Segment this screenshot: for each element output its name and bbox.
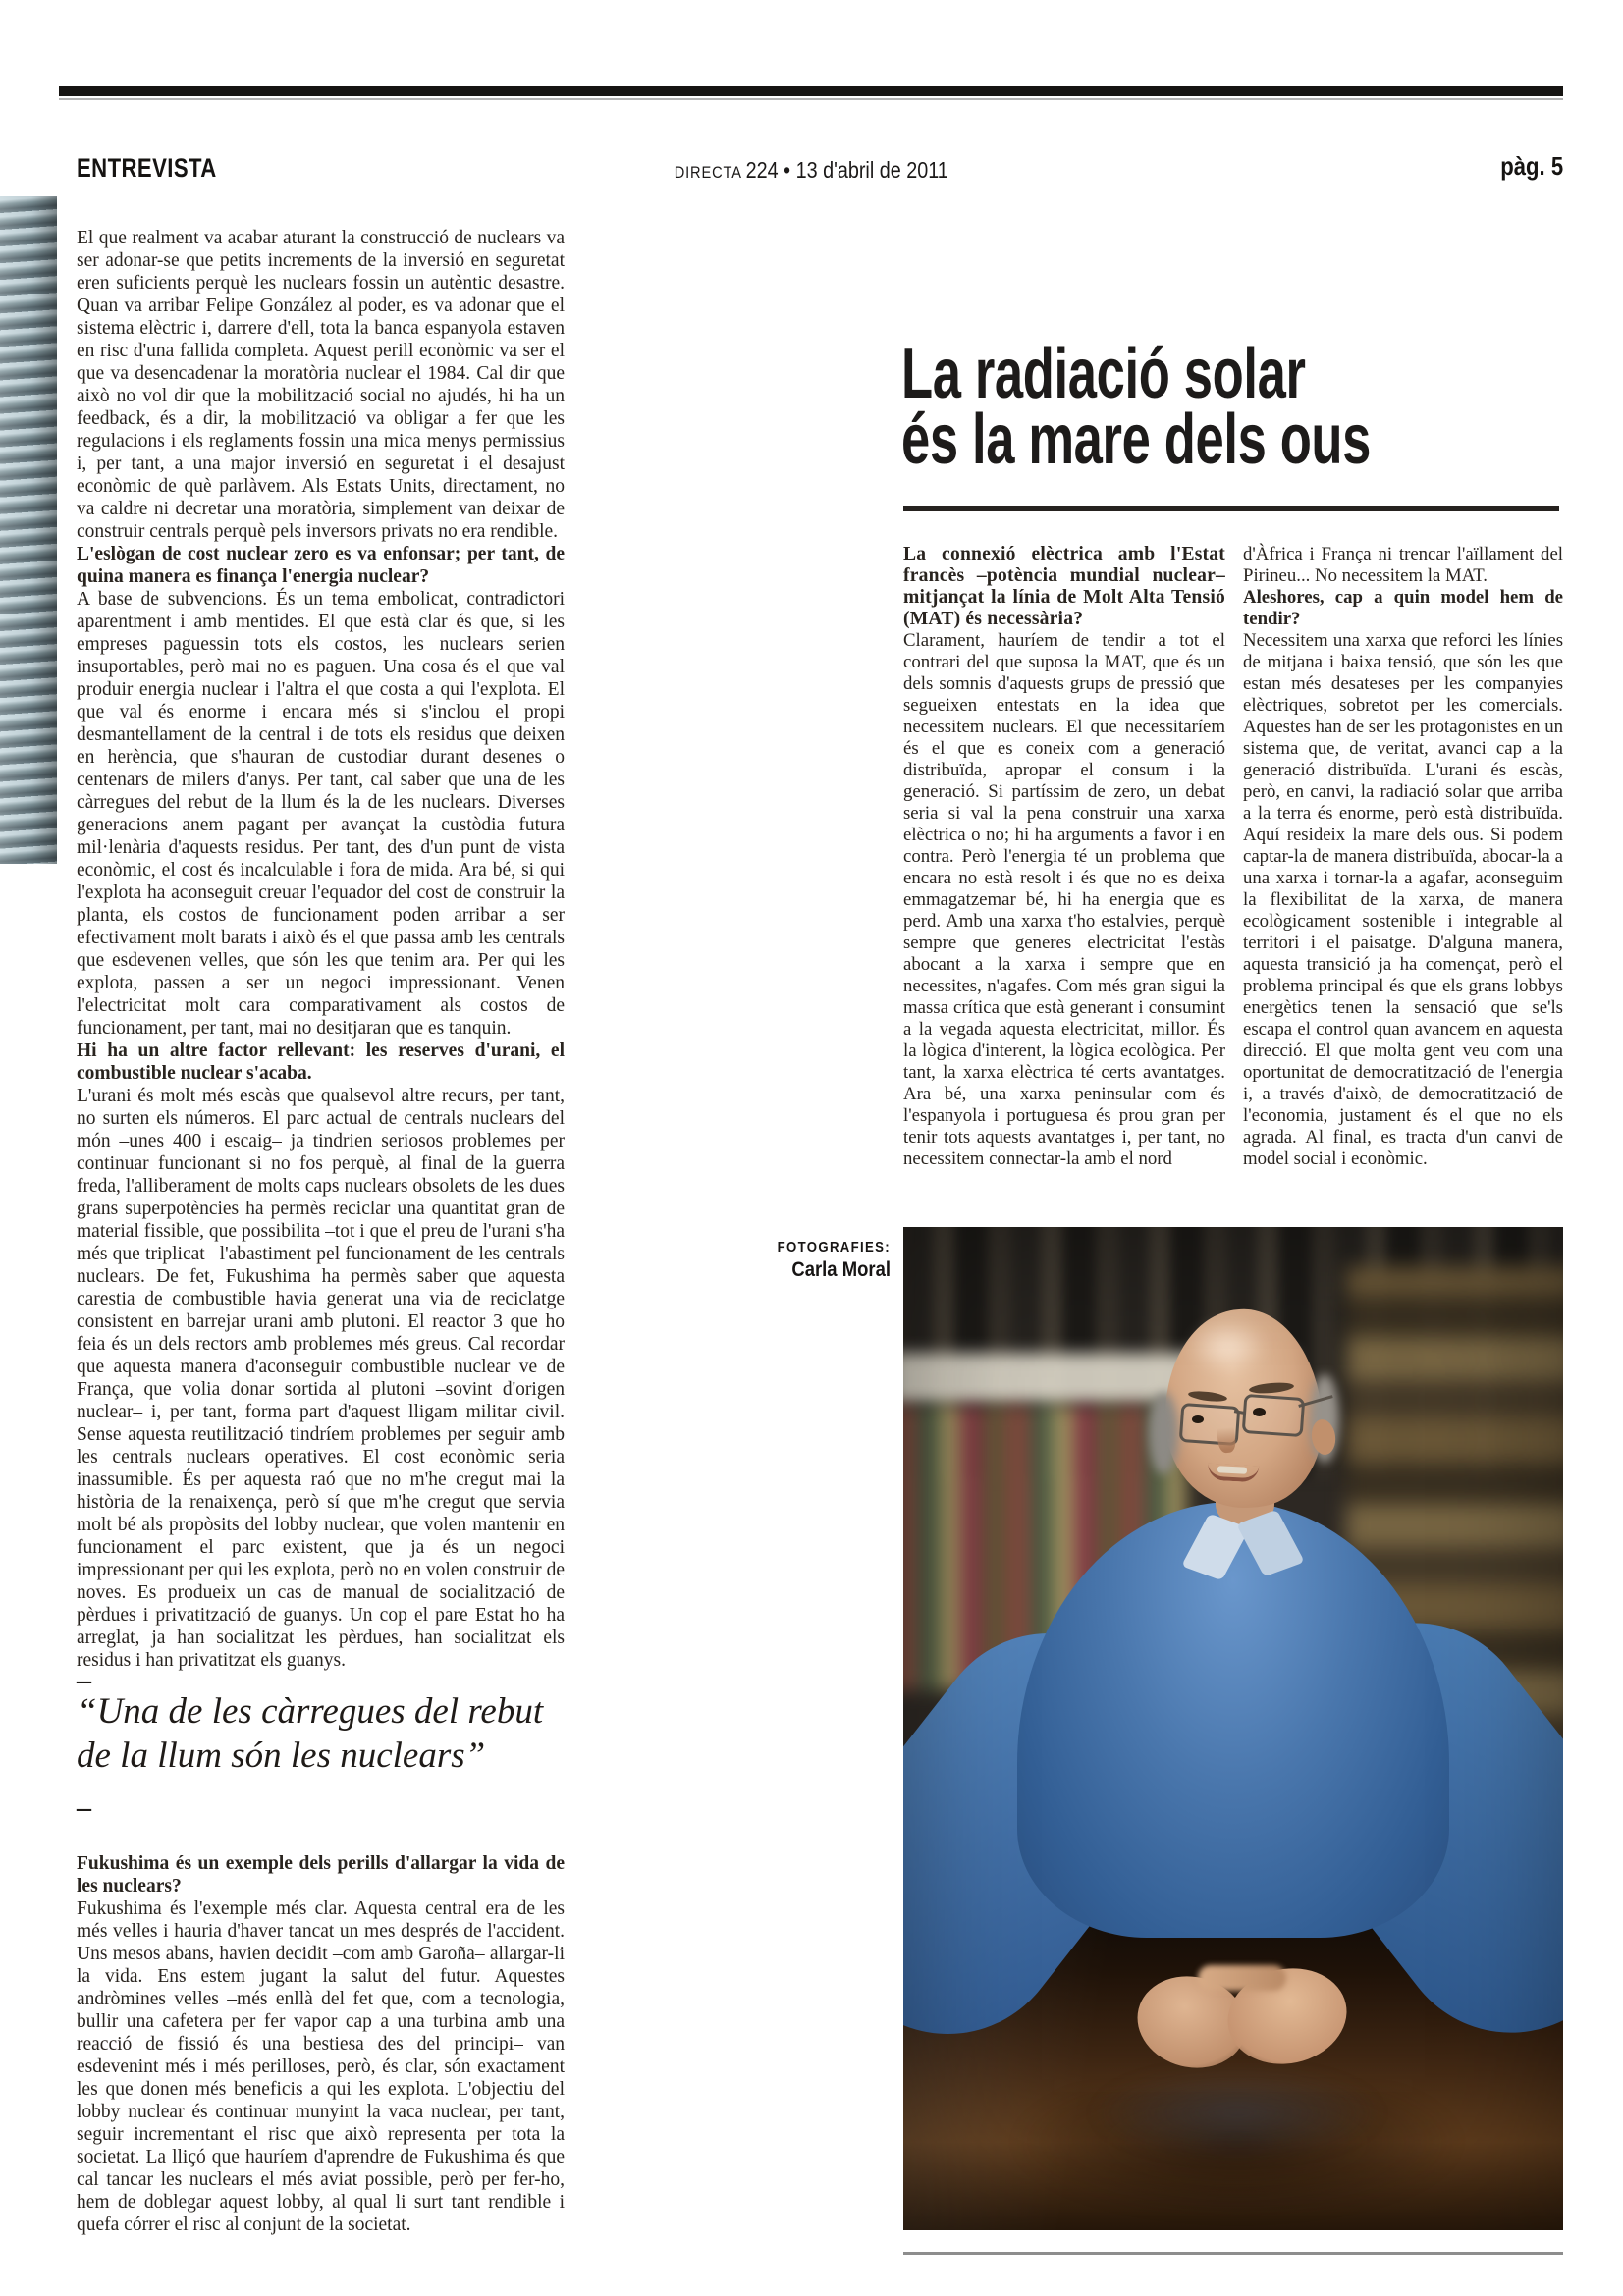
page-number: pàg. 5 (1500, 151, 1563, 181)
header-bar-shadow (59, 98, 1563, 100)
issue-line (0, 157, 1623, 184)
right-column (1243, 544, 1563, 1170)
interview-question: La connexió elèctrica amb l'Estat francès –potència mundial nuclear– mitjançat la línia de Molt Alta Tensió (MAT) és necessària? (903, 544, 1225, 629)
issue-name: DIRECTA (674, 163, 743, 182)
answer-paragraph: Fukushima és l'exemple més clar. Aquesta central era de les més velles i hauria d'haver tancat un mes després de l'accident. Uns mesos abans, havien decidit –com amb Garoña– allargar-li la vida. Ens estem jugant la salut del futur. Aquestes andròmines velles –més enllà del fet que, com a tecnologia, bullir una cafetera per fer vapor cap a una turbina amb una reacció de fissió és una bestiesa des del principi– van esdevenint més i més perilloses, però, és clar, són exactament les que donen més beneficis a qui les explota. L'objectiu del lobby nuclear és continuar munyint la vaca nuclear, per tant, seguir incrementant el risc que això representa per tota la societat. La lliçó que hauríem d'aprendre de Fukushima és que cal tancar les nuclears el més aviat possible, però per fer-ho, hem de doblegar aquest lobby, al qual li surt tant rendible i quefa córrer el risc al conjunt de la societat. (77, 1898, 565, 2235)
interview-question: Fukushima és un exemple dels perills d'allargar la vida de les nuclears? (77, 1853, 565, 1896)
answer-paragraph: A base de subvencions. És un tema embolicat, contradictori aparentment i amb mentides. El que està clar és que, si les empreses paguessin tots els costos, les nuclears serien insuportables, però mai no es paguen. Una cosa és el que val produir energia nuclear i l'altra el que costa a qui l'explota. El que val és enorme i encara més si s'inclou el propi desmantellament de la central i de tots els residus que deixen en herència, que s'hauran de custodiar durant desenes o centenars de milers d'anys. Per tant, cal saber que una de les càrregues del rebut de la llum és la de les nuclears. Diverses generacions anem pagant per avançat la custòdia futura mil·lenària d'aquests residus. Per tant, des d'un punt de vista econòmic, el cost és incalculable i fora de mida. Ara bé, si qui l'explota ha aconseguit creuar l'equador del cost de construir la planta, els costos de funcionament poden arribar a ser efectivament molt barats i això és el que passa amb les centrals que esdevenen velles, que són les que tenim ara. Per qui les explota, passen a ser un negoci impressionant. Venen l'electricitat molt cara comparativament als costos de funcionament, per tant, mai no desitjaran que es tanquin. (77, 589, 565, 1039)
issue-date: 224 • 13 d'abril de 2011 (745, 157, 949, 183)
interview-question: L'eslògan de cost nuclear zero es va enfonsar; per tant, de quina manera es finança l'energia nuclear? (77, 544, 565, 587)
headline-line-1: La radiació solar (901, 335, 1306, 413)
interview-question: Aleshores, cap a quin model hem de tendir? (1243, 587, 1563, 629)
interview-question: Hi ha un altre factor rellevant: les reserves d'urani, el combustible nuclear s'acaba. (77, 1041, 565, 1084)
article-headline (901, 335, 1372, 479)
middle-column (903, 544, 1225, 1170)
interviewee-photo (903, 1227, 1563, 2230)
headline-line-2: és la mare dels ous (901, 400, 1372, 479)
answer-paragraph: L'urani és molt més escàs que qualsevol altre recurs, per tant, no surten els números. El parc actual de centrals nuclears del món –unes 400 i escaig– ja tindrien seriosos problemes per continuar funcionant si no fos perquè, al final de la guerra freda, l'alliberament de molts caps nuclears obsolets de les dues grans superpotències ha permès reciclar una quantitat gran de material fissible, que possibilita –tot i que el preu de l'urani s'ha més que triplicat– l'abastiment pel funcionament de les centrals nuclears. De fet, Fukushima ha permès saber que aquesta carestia de combustible havia generat una via de reciclatge consistent en barrejar urani amb plutoni. El reactor 3 que ho feia és un dels rectors amb problemes més greus. Cal recordar que aquesta manera d'aconseguir combustible nuclear ve de França, que volia donar sortida al plutoni –sovint d'origen nuclear– i, per tant, forma part d'aquest lligam militar civil. Sense aquesta reutilització tindríem problemes per seguir amb les centrals nuclears operatives. El cost econòmic seria inassumible. És per aquesta raó que no m'he cregut mai la història de la renaixença, però sí que m'he cregut que servia molt bé als propòsits del lobby nuclear, que volen mantenir en funcionament el parc existent, que ja és un negoci impressionant per qui les explota, però no en volen construir de noves. Es produeix un cas de manual de socialització de pèrdues i privatització de guanys. Un cop el pare Estat ho ha arreglat, ja han socialitzat les pèrdues, han socialitzat els residus i han privatitzat els guanys. (77, 1086, 565, 1671)
pull-quote: “Una de les càrregues del rebut de la llum són les nuclears” (77, 1691, 544, 1776)
section-label: ENTREVISTA (77, 153, 217, 183)
pull-quote-dash-bottom: – (77, 1791, 91, 1824)
photo-credit (717, 1239, 891, 1282)
photo-credit-label: FOTOGRAFIES: (777, 1239, 891, 1255)
blinds-photo-sliver (0, 196, 57, 864)
left-column (77, 227, 565, 2236)
answer-paragraph-continued: d'Àfrica i França ni trencar l'aïllament del Pirineu... No necessitem la MAT. (1243, 544, 1563, 586)
header-bar (59, 86, 1563, 96)
answer-paragraph: Necessitem una xarxa que reforci les línies de mitjana i baixa tensió, que són les que estan més desateses per les companyies elèctriques, sobretot per les comercials. Aquestes han de ser les protagonistes en un sistema que, de veritat, avanci cap a la generació distribuïda. L'urani és escàs, però, en canvi, la radiació solar que arriba a la terra és enorme, però està distribuïda. Aquí resideix la mare dels ous. Si podem captar-la de manera distribuïda, abocar-la a una xarxa i tornar-la a agafar, aconseguim la flexibilitat de la xarxa, de manera ecològicament sostenible i integrable al territori i el paisatge. D'alguna manera, aquesta transició ja ha començat, però el problema principal és que els grans lobbys energètics tenen la sensació que se'ls escapa el control quan avancem en aquesta direcció. El que molta gent veu com una oportunitat de democratització de l'energia i, a través d'això, de democratització de l'economia, justament és el que no els agrada. Al final, es tracta d'un canvi de model social i econòmic. (1243, 630, 1563, 1169)
answer-paragraph: El que realment va acabar aturant la construcció de nuclears va ser adonar-se que petits increments de la inversió en seguretat eren suficients perquè les nuclears fossin un autèntic desastre. Quan va arribar Felipe González al poder, es va adonar que el sistema elèctric i, darrere d'ell, tota la banca espanyola estaven en risc d'una fallida completa. Aquest perill econòmic va ser el que va desencadenar la moratòria nuclear el 1984. Cal dir que això no vol dir que la mobilització social no ajudés, hi ha un feedback, és a dir, la mobilització va obligar a fer que les regulacions i els reglaments fossin una mica menys permissius i, per tant, a una major inversió en seguretat i el desajust econòmic de què parlàvem. Als Estats Units, directament, no va caldre ni decretar una moratòria, simplement van deixar de construir centrals perquè pels inversors privats no era rendible. (77, 228, 565, 542)
answer-paragraph: Clarament, hauríem de tendir a tot el contrari del que suposa la MAT, que és un dels somnis d'aquests grups de pressió que segueixen entestats en la idea que necessitem nuclears. El que necessitaríem és el que es coneix com a generació distribuïda, apropar el consum i la generació. Si partíssim de zero, un debat seria si val la pena construir una xarxa elèctrica o no; hi ha arguments a favor i en contra. Però l'energia té un problema que encara no està resolt i és que no es deixa emmagatzemar bé, hi ha energia que es perd. Amb una xarxa t'ho estalvies, perquè sempre que generes electricitat l'estàs abocant a la xarxa i sempre que en necessites, n'agafes. Com més gran sigui la massa crítica que està generant i consumint a la vegada aquesta electricitat, millor. És la lògica d'interent, la lògica ecològica. Per tant, la xarxa elèctrica té certs avantatges. Ara bé, una xarxa peninsular com és l'espanyola i portuguesa és prou gran per tenir tots aquests avantatges i, per tant, no necessitem connectar-la amb el nord (903, 630, 1225, 1169)
photo-vignette (903, 1227, 1563, 2230)
photo-credit-name: Carla Moral (791, 1258, 891, 1281)
headline-rule (903, 506, 1559, 511)
photo-bottom-rule (903, 2252, 1563, 2255)
pull-quote-dash-top: – (77, 1664, 91, 1696)
